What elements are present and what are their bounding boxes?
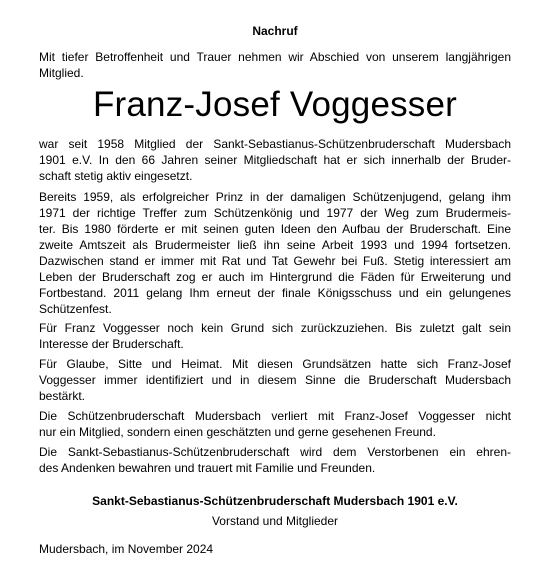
- text-line: ter. Bis 1980 förderte er mit seinen guten Ideen den Aufbau der Bruderschaft. Eine: [39, 222, 511, 236]
- text-line: war seit 1958 Mitglied der Sankt-Sebastianus-Schützenbruderschaft Mudersbach: [39, 137, 511, 151]
- text-line: Schützenfest.: [39, 302, 112, 316]
- board-signature: Vorstand und Mitglieder: [211, 514, 339, 528]
- text-line: Dazwischen stand er immer mit Rat und Tat Gewehr bei Fuß. Stetig interessiert am: [39, 254, 511, 268]
- deceased-name: Franz-Josef Voggesser: [92, 85, 458, 124]
- text-line: Die Sankt-Sebastianus-Schützenbruderschaft wird dem Verstorbenen ein ehren-: [39, 445, 511, 459]
- intro-line: Mit tiefer Betroffenheit und Trauer nehmen wir Abschied von unserem langjährigen: [39, 50, 511, 64]
- text-line: Die Schützenbruderschaft Mudersbach verliert mit Franz-Josef Voggesser nicht: [39, 409, 511, 423]
- notice-heading: Nachruf: [252, 24, 298, 38]
- text-line: Leben der Bruderschaft zog er auch im Hintergrund die Fäden für Erweiterung und: [39, 270, 511, 284]
- text-line: bestärkt.: [39, 389, 86, 403]
- text-line: Für Glaube, Sitte und Heimat. Mit diesen Grundsätzen hatte sich Franz-Josef: [39, 357, 511, 371]
- organization-signature: Sankt-Sebastianus-Schützenbruderschaft Mudersbach 1901 e.V.: [92, 494, 458, 508]
- intro-line: Mitglied.: [39, 66, 84, 80]
- text-line: Fortbestand. 2011 gelang Ihm erneut der finale Königsschuss und ein gelungenes: [39, 286, 511, 300]
- text-line: Voggesser immer identifiziert und in diesem Sinne die Bruderschaft Mudersbach: [39, 373, 511, 387]
- text-line: Für Franz Voggesser noch kein Grund sich zurückzuziehen. Bis zuletzt galt sein: [39, 321, 511, 335]
- text-line: des Andenken bewahren und trauert mit Familie und Freunden.: [39, 461, 376, 475]
- place-date: Mudersbach, im November 2024: [39, 542, 214, 556]
- text-line: zweite Amtszeit als Brudermeister ließ ihn seine Arbeit 1993 und 1994 fortsetzen.: [39, 238, 511, 252]
- text-line: Interesse der Bruderschaft.: [39, 337, 184, 351]
- text-line: 1971 der richtige Treffer zum Schützenkönig und 1977 der Weg zum Brudermeis-: [39, 206, 511, 220]
- text-line: Bereits 1959, als erfolgreicher Prinz in der damaligen Schützenjugend, gelang ihm: [39, 190, 511, 204]
- text-line: schaft stetig aktiv eingesetzt.: [39, 169, 193, 183]
- text-line: 1901 e.V. In den 66 Jahren seiner Mitgliedschaft hat er sich innerhalb der Bruder-: [39, 153, 511, 167]
- text-line: nur ein Mitglied, sondern einen geschätzten und gerne gesehenen Freund.: [39, 425, 436, 439]
